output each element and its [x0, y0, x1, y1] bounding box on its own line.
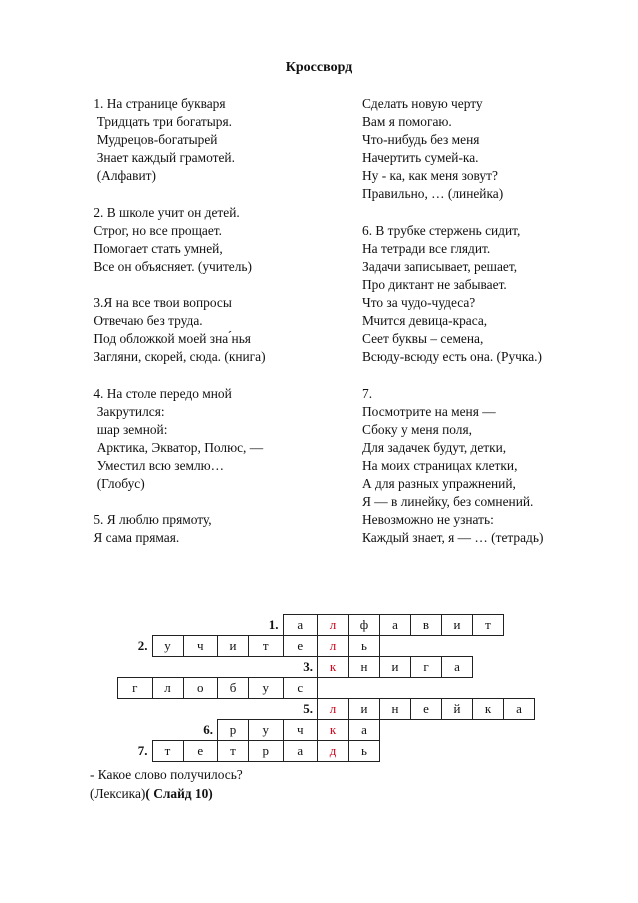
crossword-key-letter: л — [318, 636, 349, 657]
crossword-letter: а — [349, 720, 380, 741]
riddle-line: А для разных упражнений, — [362, 475, 516, 491]
crossword-empty — [218, 699, 249, 720]
crossword-row — [118, 657, 535, 678]
crossword-letter: н — [349, 657, 380, 678]
riddle-line: Ну - ка, как меня зовут? — [362, 168, 498, 184]
riddles-left-column — [90, 95, 266, 547]
crossword-empty — [473, 741, 504, 762]
crossword-empty — [473, 636, 504, 657]
riddle-line: Закрутился: — [90, 403, 165, 419]
riddle-line — [90, 276, 266, 294]
answer-line — [90, 785, 243, 804]
riddle-line: Арктика, Экватор, Полюс, — — [90, 439, 264, 455]
crossword-clue-number: 1. — [268, 616, 279, 632]
crossword-empty — [442, 678, 473, 699]
crossword-empty — [249, 657, 284, 678]
crossword-letter: б — [218, 678, 249, 699]
riddle-line: Невозможно не узнать: — [362, 512, 494, 528]
crossword-letter: ч — [283, 720, 318, 741]
riddle-line: 3.Я на все твои вопросы — [90, 295, 232, 311]
crossword-empty — [504, 678, 535, 699]
riddle-line: Отвечаю без труда. — [90, 313, 203, 329]
crossword-row — [118, 741, 535, 762]
crossword-letter: а — [283, 615, 318, 636]
crossword-letter: ь — [349, 741, 380, 762]
crossword-empty — [411, 636, 442, 657]
riddle-line: Мчится девица-краса, — [362, 313, 488, 329]
crossword-empty — [152, 720, 183, 741]
riddle-line — [90, 366, 266, 384]
crossword-letter: е — [411, 699, 442, 720]
crossword-letter: к — [473, 699, 504, 720]
riddle-line: (Алфавит) — [90, 168, 156, 184]
answer-prefix: (Лексика) — [90, 785, 146, 801]
crossword-letter: ч — [183, 636, 218, 657]
riddle-line: Каждый знает, я — … (тетрадь) — [362, 530, 544, 546]
riddle-line: Мудрецов-богатырей — [90, 132, 218, 148]
crossword-letter: у — [249, 720, 284, 741]
crossword-letter: ф — [349, 615, 380, 636]
crossword-empty — [349, 678, 380, 699]
riddle-line: 6. В трубке стержень сидит, — [362, 222, 521, 238]
crossword-key-letter: д — [318, 741, 349, 762]
crossword-letter: у — [249, 678, 284, 699]
riddle-line: Начертить сумей-ка. — [362, 150, 479, 166]
crossword-row — [118, 678, 535, 699]
crossword-empty — [183, 657, 218, 678]
crossword-empty — [152, 699, 183, 720]
crossword-empty — [504, 720, 535, 741]
crossword-clue-number: 3. — [303, 659, 313, 674]
riddle-line: 2. В школе учит он детей. — [90, 204, 240, 220]
question-text: - Какое слово получилось? — [90, 767, 243, 782]
crossword-letter: и — [349, 699, 380, 720]
crossword-letter: й — [442, 699, 473, 720]
riddle-line: Посмотрите на меня — — [362, 403, 496, 419]
crossword-empty — [118, 657, 153, 678]
page-title: Кроссворд — [285, 60, 353, 75]
riddle-line: Я — в линейку, без сомнений. — [362, 494, 534, 510]
riddle-line: Все он объясняет. (учитель) — [90, 258, 252, 274]
riddle-line: 7. — [362, 385, 373, 401]
question-block — [90, 766, 243, 803]
crossword-empty — [504, 657, 535, 678]
riddle-line: Сбоку у меня поля, — [362, 421, 472, 437]
crossword-empty — [473, 657, 504, 678]
crossword-row — [118, 615, 535, 636]
crossword-letter: т — [152, 741, 183, 762]
riddle-line: Уместил всю землю… — [90, 457, 225, 473]
riddle-line: (Глобус) — [90, 475, 145, 491]
riddle-line — [90, 493, 266, 511]
crossword-letter: л — [152, 678, 183, 699]
crossword-empty — [473, 678, 504, 699]
riddle-line: Всюду-всюду есть она. (Ручка.) — [362, 349, 542, 365]
crossword-letter: с — [283, 678, 318, 699]
crossword-empty — [411, 678, 442, 699]
crossword-letter: т — [249, 636, 284, 657]
crossword-row — [118, 699, 535, 720]
crossword-row — [118, 636, 535, 657]
crossword-key-letter: к — [318, 657, 349, 678]
crossword-empty — [152, 615, 183, 636]
riddle-line: Загляни, скорей, сюда. (книга) — [90, 349, 266, 365]
crossword-empty — [442, 720, 473, 741]
riddle-line — [362, 204, 543, 222]
crossword-empty — [118, 720, 153, 741]
riddle-line: Правильно, … (линейка) — [362, 186, 504, 202]
crossword-empty — [380, 678, 411, 699]
crossword-key-letter: л — [318, 699, 349, 720]
riddle-line: Про диктант не забывает. — [362, 276, 507, 292]
crossword-letter: в — [411, 615, 442, 636]
crossword-letter: у — [152, 636, 183, 657]
crossword-letter: и — [218, 636, 249, 657]
crossword-key-letter: л — [318, 615, 349, 636]
riddle-line: Помогает стать умней, — [90, 240, 223, 256]
crossword-empty — [442, 741, 473, 762]
riddle-line: На тетради все глядит. — [362, 240, 491, 256]
riddle-line — [362, 366, 543, 384]
crossword-letter: и — [442, 615, 473, 636]
crossword-empty — [442, 636, 473, 657]
crossword-letter: и — [380, 657, 411, 678]
crossword-empty — [249, 699, 284, 720]
crossword-clue-number: 5. — [303, 701, 313, 716]
riddles-right-column — [362, 95, 543, 547]
crossword-letter: р — [249, 741, 284, 762]
riddle-line: Под обложкой моей зна ́нья — [90, 331, 251, 347]
crossword-letter: г — [411, 657, 442, 678]
riddle-line: Что за чудо-чудеса? — [362, 295, 476, 311]
riddle-line: 4. На столе передо мной — [90, 385, 232, 401]
crossword-clue-number: 6. — [203, 721, 213, 737]
crossword-empty — [218, 615, 249, 636]
riddle-line: Что-нибудь без меня — [362, 132, 480, 148]
crossword-letter: а — [504, 699, 535, 720]
riddle-line: Вам я помогаю. — [362, 114, 452, 130]
riddle-line: Тридцать три богатыря. — [90, 114, 232, 130]
crossword-clue-number: 2. — [137, 638, 148, 653]
crossword-empty — [152, 657, 183, 678]
crossword-empty — [380, 741, 411, 762]
crossword-clue-number: 7. — [137, 743, 148, 758]
crossword-letter: ь — [349, 636, 380, 657]
crossword-letter: г — [118, 678, 153, 699]
crossword-letter: а — [442, 657, 473, 678]
riddle-line: шар земной: — [90, 421, 168, 437]
crossword-letter: н — [380, 699, 411, 720]
crossword-empty — [504, 615, 535, 636]
crossword-row — [118, 720, 535, 741]
riddle-line: Строг, но все прощает. — [90, 222, 222, 238]
riddle-line — [90, 185, 266, 203]
slide-reference: ( Слайд 10) — [145, 785, 213, 801]
crossword-letter: е — [183, 741, 218, 762]
crossword-letter: т — [473, 615, 504, 636]
crossword-key-letter: к — [318, 720, 349, 741]
crossword-empty — [411, 741, 442, 762]
crossword-letter: а — [283, 741, 318, 762]
crossword-empty — [473, 720, 504, 741]
crossword-letter: е — [283, 636, 318, 657]
crossword-empty — [504, 636, 535, 657]
crossword-empty — [504, 741, 535, 762]
crossword-letter: о — [183, 678, 218, 699]
riddle-line: Сделать новую черту — [362, 96, 483, 111]
crossword-empty — [411, 720, 442, 741]
riddle-line: 1. На странице букваря — [90, 96, 226, 111]
crossword-empty — [118, 699, 153, 720]
crossword-empty — [183, 615, 218, 636]
crossword-empty — [118, 615, 153, 636]
riddle-line: Знает каждый грамотей. — [90, 150, 235, 166]
riddle-line: Сеет буквы – семена, — [362, 331, 484, 347]
riddle-line: На моих страницах клетки, — [362, 457, 518, 473]
crossword-letter: т — [218, 741, 249, 762]
riddle-line: Для задачек будут, детки, — [362, 439, 507, 455]
crossword-grid — [117, 614, 535, 762]
crossword-letter: р — [218, 720, 249, 741]
crossword-empty — [183, 699, 218, 720]
crossword-letter: а — [380, 615, 411, 636]
crossword-empty — [380, 720, 411, 741]
riddle-line: 5. Я люблю прямоту, — [90, 512, 212, 528]
crossword-empty — [380, 636, 411, 657]
riddle-line: Задачи записывает, решает, — [362, 258, 518, 274]
crossword-empty — [318, 678, 349, 699]
crossword-empty — [218, 657, 249, 678]
riddle-line: Я сама прямая. — [90, 530, 180, 546]
